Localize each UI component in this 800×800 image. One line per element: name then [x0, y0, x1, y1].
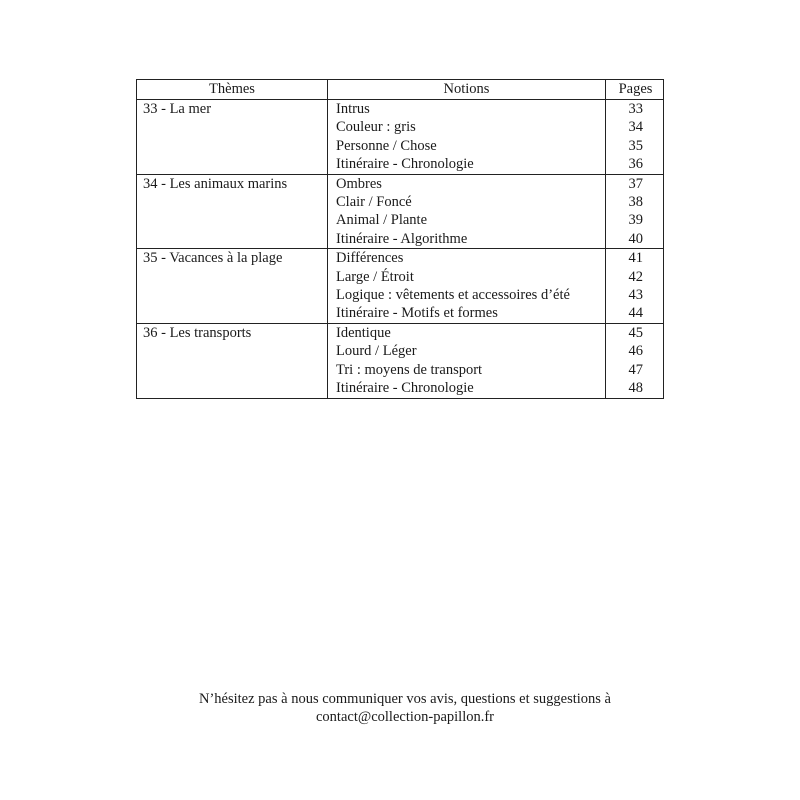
notion-item: Itinéraire - Algorithme	[336, 230, 468, 247]
header-pages: Pages	[618, 81, 653, 97]
pages-list	[606, 324, 663, 398]
notion-item: Large / Étroit	[336, 268, 414, 285]
header-themes: Thèmes	[137, 80, 328, 99]
theme-label: 35 - Vacances à la plage	[137, 249, 328, 323]
page-number: 39	[628, 212, 643, 229]
notion-item: Ombres	[336, 175, 382, 192]
page-number: 37	[628, 175, 643, 192]
toc-table	[136, 79, 664, 399]
page-number: 45	[628, 324, 643, 341]
pages-list	[606, 249, 663, 323]
page-number: 46	[628, 343, 643, 360]
page-number: 48	[628, 380, 643, 397]
theme-label: 36 - Les transports	[137, 324, 328, 398]
page-number: 35	[628, 137, 643, 154]
notion-item: Identique	[336, 324, 391, 341]
notion-item: Différences	[336, 250, 404, 267]
footer-message: N’hésitez pas à nous communiquer vos avis, questions et suggestions à	[199, 691, 611, 707]
notion-item: Itinéraire - Chronologie	[336, 380, 474, 397]
notion-item: Tri : moyens de transport	[336, 361, 483, 378]
page-number: 42	[628, 268, 643, 285]
notion-item: Itinéraire - Motifs et formes	[336, 305, 498, 322]
notion-item: Clair / Foncé	[336, 194, 412, 211]
theme-label: 34 - Les animaux marins	[137, 175, 328, 249]
theme-label: 33 - La mer	[137, 100, 328, 174]
page-number: 34	[628, 119, 643, 136]
theme-group	[137, 249, 663, 324]
notions-list	[328, 100, 606, 174]
notion-item: Animal / Plante	[336, 212, 428, 229]
contact-email: contact@collection-papillon.fr	[315, 709, 495, 725]
page-number: 41	[628, 250, 643, 267]
notion-item: Intrus	[336, 101, 370, 117]
page-number: 43	[628, 287, 643, 304]
header-notions: Notions	[328, 80, 606, 99]
page-number: 38	[628, 194, 643, 211]
theme-group	[137, 324, 663, 398]
notion-item: Itinéraire - Chronologie	[336, 156, 474, 173]
page-number: 47	[628, 361, 643, 378]
theme-group	[137, 100, 663, 175]
pages-list	[606, 100, 663, 174]
footer-note	[0, 690, 800, 726]
notions-list	[328, 249, 606, 323]
page-number: 40	[628, 230, 643, 247]
notion-item: Lourd / Léger	[336, 343, 417, 360]
page-number: 33	[628, 101, 643, 117]
page-number: 44	[628, 305, 643, 322]
theme-group	[137, 175, 663, 250]
notion-item: Couleur : gris	[336, 119, 416, 136]
notions-list	[328, 175, 606, 249]
notions-list	[328, 324, 606, 398]
pages-list	[606, 175, 663, 249]
notion-item: Personne / Chose	[336, 137, 437, 154]
table-header	[137, 80, 663, 100]
page-number: 36	[628, 156, 643, 173]
notion-item: Logique : vêtements et accessoires d’été	[336, 287, 570, 304]
